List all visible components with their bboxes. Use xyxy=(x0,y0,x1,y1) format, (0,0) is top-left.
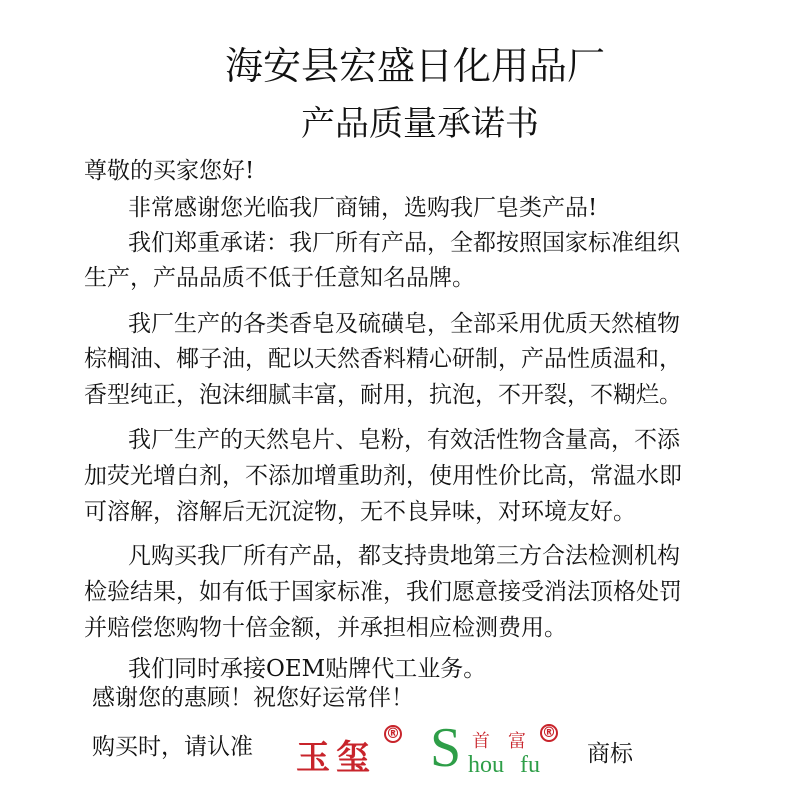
paragraph-4-line-2: 加荧光增白剂，不添加增重助剂，使用性价比高，常温水即 xyxy=(84,463,682,489)
paragraph-3-line-1: 我厂生产的各类香皂及硫磺皂，全部采用优质天然植物 xyxy=(128,311,680,337)
paragraph-2-line-2: 生产，产品品质不低于任意知名品牌。 xyxy=(84,265,475,291)
shoufu-logo-chinese: 首富 xyxy=(472,731,544,752)
paragraph-5-line-3: 并赔偿您购物十倍金额，并承担相应检测费用。 xyxy=(84,615,567,641)
paragraph-4-line-3: 可溶解，溶解后无沉淀物，无不良异味，对环境友好。 xyxy=(84,499,636,525)
paragraph-4-line-1: 我厂生产的天然皂片、皂粉，有效活性物含量高，不添 xyxy=(128,427,680,453)
registered-mark-icon: ® xyxy=(386,726,400,742)
paragraph-1-line-1: 非常感谢您光临我厂商铺，选购我厂皂类产品! xyxy=(128,195,598,221)
registered-mark-icon: ® xyxy=(542,725,556,741)
shoufu-logo-initial: S xyxy=(430,717,462,779)
paragraph-5-line-1: 凡购买我厂所有产品，都支持贵地第三方合法检测机构 xyxy=(128,543,680,569)
paragraph-2-line-1: 我们郑重承诺：我厂所有产品，全都按照国家标准组织 xyxy=(128,230,680,256)
yuxi-trademark-logo: 玉玺 xyxy=(296,738,376,778)
paragraph-3-line-3: 香型纯正，泡沫细腻丰富，耐用，抗泡，不开裂，不糊烂。 xyxy=(84,382,682,408)
paragraph-3-line-2: 棕榈油、椰子油，配以天然香料精心研制，产品性质温和， xyxy=(84,346,682,372)
paragraph-6-line-1: 我们同时承接OEM贴牌代工业务。 xyxy=(128,656,487,682)
trademark-suffix: 商标 xyxy=(587,741,633,767)
paragraph-5-line-2: 检验结果，如有低于国家标准，我们愿意接受消法顶格处罚 xyxy=(84,579,682,605)
trademark-prefix: 购买时，请认准 xyxy=(92,734,253,760)
greeting: 尊敬的买家您好! xyxy=(84,158,255,184)
shoufu-logo-pinyin: hou fu xyxy=(468,752,540,778)
document-title: 产品质量承诺书 xyxy=(301,104,539,144)
closing: 感谢您的惠顾！祝您好运常伴！ xyxy=(92,685,414,711)
company-name: 海安县宏盛日化用品厂 xyxy=(224,44,605,88)
